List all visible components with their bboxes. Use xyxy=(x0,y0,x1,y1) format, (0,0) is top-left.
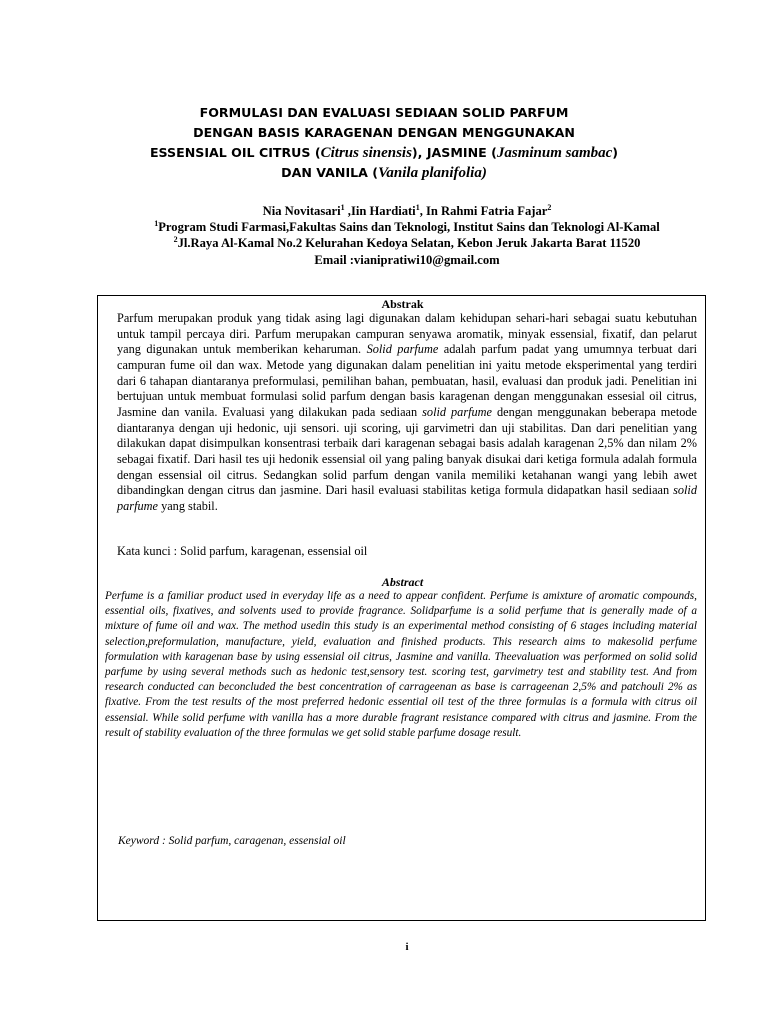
paper-title xyxy=(0,103,768,183)
title-line-1: FORMULASI DAN EVALUASI SEDIAAN SOLID PARFUM xyxy=(199,105,569,120)
abstrak-heading: Abstrak xyxy=(381,297,424,311)
title-line-2: DENGAN BASIS KARAGENAN DENGAN MENGGUNAKAN xyxy=(193,125,575,140)
abstract-box xyxy=(97,295,706,921)
abstract-heading: Abstract xyxy=(381,575,424,589)
abstract-body: Perfume is a familiar product used in everyday life as a need to appear confident. Perfume is amixture of aromatic compounds, essential oils, fixatives, and solvents used to provide fragrance. Solidparfume is a solid perfume that is generally made of a mixture of fume oil and wax. The method usedin this study is an experimental method consisting of 6 stages including material selection,preformulation, manufacture, yield, evaluation and finished products. This research aims to makesolid perfume formulation with karagenan base by using essensial oil citrus, Jasmine and vanilla. Theevaluation was performed on solid solid parfume by using several methods such as hedonic test,sensory test. scoring test, garvimetry test and stability test. And from research conducted can beconcluded the best concentration of carrageenan as base is carrageenan 2,5% and patchouli 2% as fixative. From the test results of the most preferred hedonic essential oil test of the three formulas is a formula with citrus oil essensial. While solid perfume with vanilla has a more durable fragrant resistance compared with citrus and jasmine. From the result of stability evaluation of the three formulas we get solid stable parfume dosage result. xyxy=(105,590,697,739)
affiliation-2: $^2$Jl.Raya Al-Kamal No.2 Kelurahan Kedoya Selatan, Kebon Jeruk Jakarta Barat 11520 xyxy=(173,235,641,251)
author-email: Email :vianipratiwi10@gmail.com xyxy=(314,252,500,267)
latin-name-vanilla: Vanila planifolia) xyxy=(378,165,487,181)
title-line-3: ESSENSIAL OIL CITRUS (Citrus sinensis), JASMINE (Jasminum sambac) xyxy=(149,145,619,161)
latin-name-jasmine: Jasminum sambac xyxy=(496,145,613,161)
author-names: Nia Novitasari$^1$ ,Iin Hardiati$^1$, In Rahmi Fatria Fajar$^2$ xyxy=(262,202,552,218)
page-number: i xyxy=(405,941,409,953)
latin-name-citrus: Citrus sinensis xyxy=(320,145,412,161)
abstrak-body: Parfum merupakan produk yang tidak asing lagi digunakan dalam kehidupan sehari-hari sebagai suatu kebutuhan untuk tampil percaya diri. Parfum merupakan campuran senyawa aromatik, minyak essensial, fixatif, dan pelarut yang digunakan untuk memberikan keharuman. Solid parfume adalah parfum padat yang umumnya terbuat dari campuran fume oil dan wax. Metode yang digunakan dalam penelitian ini yaitu metode eksperimental yang terdiri dari 6 tahapan diantaranya preformulasi, pemilihan bahan, pembuatan, hasil, evaluasi dan produk jadi. Penelitian ini bertujuan untuk membuat formulasi solid parfum dengan basis karagenan dengan menggunakan essesial oil citrus, Jasmine dan vanila. Evaluasi yang dilakukan pada sediaan solid parfume dengan menggunakan beberapa metode diantaranya dengan uji hedonic, uji sensori. uji scoring, uji garvimetri dan uji stabilitas. Dan dari penelitian yang dilakukan dapat disimpulkan konsentrasi terbaik dari karagenan sebagai basis adalah karagenan 2,5% dan nilam 2% sebagai fixatif. Dari hasil tes uji hedonik essensial oil yang paling banyak disukai dari ketiga formula adalah formula dengan essensial oil citrus. Sedangkan solid parfum dengan vanila memiliki ketahanan wangi yang lebih awet dibandingkan dengan citrus dan jasmine. Dari hasil evaluasi stabilitas ketiga formula didapatkan hasil sediaan solid parfume yang stabil. xyxy=(117,311,698,513)
kata-kunci: Kata kunci : Solid parfum, karagenan, essensial oil xyxy=(117,544,368,558)
title-line-4: DAN VANILA (Vanila planifolia) xyxy=(281,165,487,181)
keywords: Keyword : Solid parfum, caragenan, essensial oil xyxy=(118,835,346,847)
author-block xyxy=(0,203,768,268)
affiliation-1: $^1$Program Studi Farmasi,Fakultas Sains dan Teknologi, Institut Sains dan Teknologi Al-Kamal xyxy=(154,219,660,235)
